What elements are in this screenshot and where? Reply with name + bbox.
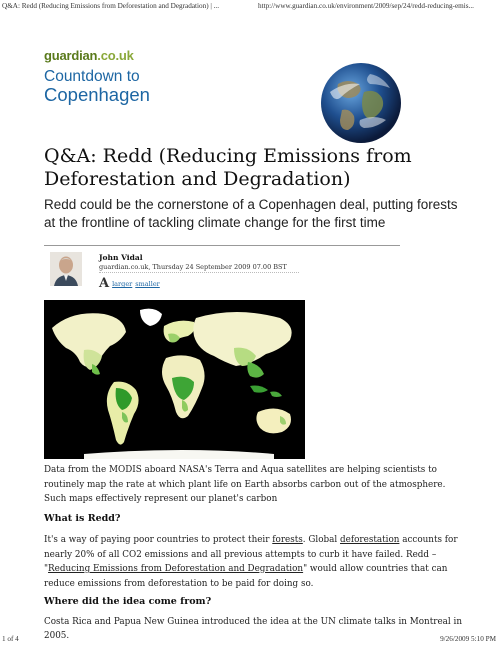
article-headline: Q&A: Redd (Reducing Emissions from Deforestation and Degradation)	[44, 145, 412, 190]
series-title-line2[interactable]: Copenhagen	[44, 84, 150, 105]
print-footer	[0, 635, 500, 647]
global-vegetation-map-image	[44, 300, 305, 459]
series-title-line1[interactable]: Countdown to	[44, 68, 140, 85]
byline-divider	[99, 272, 299, 273]
author-name[interactable]: John Vidal	[99, 253, 143, 262]
cut-off-paragraph: Costa Rica and Papua New Guinea introduced the idea at the UN climate talks in Montreal in 2005.	[44, 617, 463, 641]
byline	[44, 245, 400, 296]
text-larger-link[interactable]: larger	[112, 280, 133, 288]
text-size-icon: A	[99, 276, 110, 291]
print-page-title: Q&A: Redd (Reducing Emissions from Deforestation and Degradation) | ...	[2, 2, 220, 10]
link-forests[interactable]: forests	[272, 535, 303, 545]
paragraph-what-is-redd: It's a way of paying poor countries to protect their forests. Global deforestation accounts for nearly 20% of all CO2 emissions and all previous attempts to curb it have failed. Redd – "Reducing Emissions from Deforestation and Degradation" would allow countries that can reduce emissions from deforestation to be paid for doing so.	[44, 535, 458, 589]
text-size-controls	[99, 278, 160, 290]
article-standfirst: Redd could be the cornerstone of a Copenhagen deal, putting forests at the frontline of tackling climate change for the first time	[44, 197, 458, 230]
subheading-what-is-redd: What is Redd?	[44, 513, 121, 524]
image-caption: Data from the MODIS aboard NASA's Terra and Aqua satellites are helping scientists to routinely map the rate at which plant life on Earth absorbs carbon out of the atmosphere. Such maps effectively represent our planet's carbon	[44, 465, 446, 504]
masthead	[44, 48, 150, 105]
text-smaller-link[interactable]: smaller	[135, 280, 160, 288]
print-page-url: http://www.guardian.co.uk/environment/2009/sep/24/redd-reducing-emis...	[258, 2, 474, 10]
author-avatar	[50, 252, 82, 286]
earth-globe-image	[320, 62, 402, 144]
print-header	[0, 0, 500, 14]
guardian-logo[interactable]: guardian.co.uk	[44, 48, 134, 63]
page-number: 1 of 4	[2, 635, 19, 643]
link-deforestation[interactable]: deforestation	[340, 535, 400, 545]
print-timestamp: 9/26/2009 5:10 PM	[440, 635, 496, 643]
publication-date: guardian.co.uk, Thursday 24 September 2009 07.00 BST	[99, 263, 287, 271]
link-redd-definition[interactable]: Reducing Emissions from Deforestation and Degradation	[48, 564, 304, 574]
subheading-idea-origin: Where did the idea come from?	[44, 596, 212, 607]
